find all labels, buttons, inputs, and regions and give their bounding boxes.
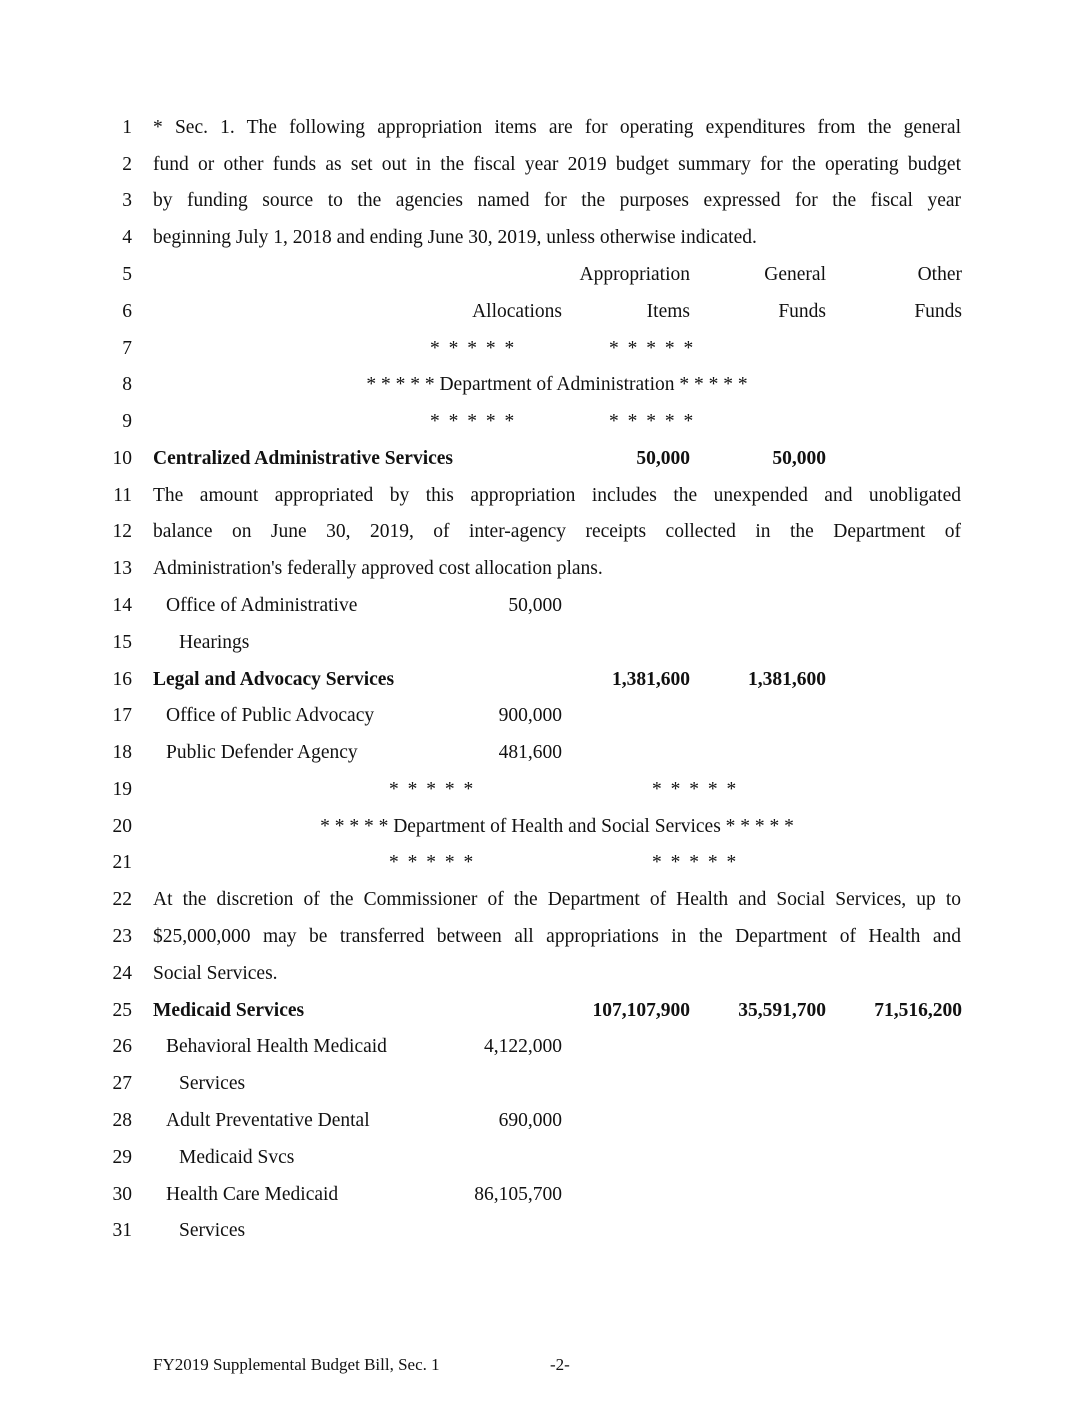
appropriation-name: Legal and Advocacy Services <box>153 669 395 690</box>
line-number: 7 <box>122 338 132 359</box>
allocation-name-continued: Services <box>179 1220 246 1241</box>
line-number: 29 <box>112 1147 132 1168</box>
line-number: 3 <box>122 190 132 211</box>
line-number: 28 <box>112 1110 132 1131</box>
line-number: 20 <box>112 816 132 837</box>
general-funds-amount: 35,591,700 <box>738 1000 826 1021</box>
header-allocations: Allocations <box>472 301 562 322</box>
line-number: 22 <box>112 889 132 910</box>
line-number: 12 <box>112 521 132 542</box>
stars-separator: * * * * * <box>430 338 517 359</box>
header-other-funds: Funds <box>914 301 962 322</box>
header-other: Other <box>917 264 962 285</box>
allocation-name-continued: Services <box>179 1073 246 1094</box>
department-heading-administration: * * * * * Department of Administration * * * * * <box>366 374 748 395</box>
line-number: 19 <box>112 779 132 800</box>
line-number: 4 <box>122 227 132 248</box>
stars-separator: * * * * * <box>652 852 739 873</box>
appropriation-name: Centralized Administrative Services <box>153 448 454 469</box>
stars-separator: * * * * * <box>430 411 517 432</box>
line-number: 14 <box>112 595 132 616</box>
line-number: 13 <box>112 558 132 579</box>
line-number: 31 <box>112 1220 132 1241</box>
header-items: Items <box>646 301 690 322</box>
allocation-amount: 690,000 <box>498 1110 562 1131</box>
line-number: 9 <box>122 411 132 432</box>
stars-separator: * * * * * <box>389 852 476 873</box>
note-line: $25,000,000 may be transferred between all appropriations in the Department of Health and <box>153 926 961 947</box>
line-number: 30 <box>112 1184 132 1205</box>
allocation-name-continued: Hearings <box>179 632 250 653</box>
note-line: At the discretion of the Commissioner of the Department of Health and Social Services, up to <box>153 889 961 910</box>
line-number: 6 <box>122 301 132 322</box>
appropriation-name: Medicaid Services <box>153 1000 305 1021</box>
allocation-amount: 481,600 <box>498 742 562 763</box>
line-number: 15 <box>112 632 132 653</box>
allocation-name: Public Defender Agency <box>166 742 358 763</box>
line-number: 2 <box>122 154 132 175</box>
allocation-name: Office of Administrative <box>166 595 358 616</box>
appropriation-items-amount: 107,107,900 <box>592 1000 690 1021</box>
header-appropriation: Appropriation <box>579 264 690 285</box>
intro-line: by funding source to the agencies named for the purposes expressed for the fiscal year <box>153 190 961 211</box>
intro-line: beginning July 1, 2018 and ending June 30, 2019, unless otherwise indicated. <box>153 227 757 248</box>
line-number: 1 <box>122 117 132 138</box>
line-number: 11 <box>113 485 132 506</box>
page-number: -2- <box>550 1355 570 1374</box>
line-number: 10 <box>112 448 132 469</box>
appropriation-items-amount: 50,000 <box>636 448 690 469</box>
line-number: 24 <box>112 963 132 984</box>
general-funds-amount: 1,381,600 <box>748 669 826 690</box>
allocation-name: Office of Public Advocacy <box>166 705 375 726</box>
footer-title: FY2019 Supplemental Budget Bill, Sec. 1 <box>153 1355 440 1374</box>
stars-separator: * * * * * <box>652 779 739 800</box>
allocation-amount: 900,000 <box>498 705 562 726</box>
line-number: 18 <box>112 742 132 763</box>
line-number: 16 <box>112 669 132 690</box>
other-funds-amount: 71,516,200 <box>874 1000 962 1021</box>
intro-line: fund or other funds as set out in the fiscal year 2019 budget summary for the operating budget <box>153 154 961 175</box>
allocation-amount: 50,000 <box>508 595 562 616</box>
line-number: 5 <box>122 264 132 285</box>
line-number: 25 <box>112 1000 132 1021</box>
header-general: General <box>764 264 826 285</box>
allocation-name: Health Care Medicaid <box>166 1184 339 1205</box>
header-general-funds: Funds <box>778 301 826 322</box>
line-number: 23 <box>112 926 132 947</box>
appropriation-items-amount: 1,381,600 <box>612 669 690 690</box>
line-number: 21 <box>112 852 132 873</box>
allocation-amount: 4,122,000 <box>484 1036 562 1057</box>
stars-separator: * * * * * <box>609 338 696 359</box>
note-line: The amount appropriated by this appropriation includes the unexpended and unobligated <box>153 485 961 506</box>
line-number: 17 <box>112 705 132 726</box>
stars-separator: * * * * * <box>609 411 696 432</box>
general-funds-amount: 50,000 <box>772 448 826 469</box>
note-line: Administration's federally approved cost allocation plans. <box>153 558 603 579</box>
intro-line: * Sec. 1. The following appropriation items are for operating expenditures from the general <box>153 117 961 138</box>
department-heading-health: * * * * * Department of Health and Social Services * * * * * <box>320 816 794 837</box>
allocation-name-continued: Medicaid Svcs <box>179 1147 295 1168</box>
allocation-amount: 86,105,700 <box>474 1184 562 1205</box>
line-number: 8 <box>122 374 132 395</box>
note-line: balance on June 30, 2019, of inter-agency receipts collected in the Department of <box>153 521 961 542</box>
note-line: Social Services. <box>153 963 278 984</box>
allocation-name: Behavioral Health Medicaid <box>166 1036 387 1057</box>
allocation-name: Adult Preventative Dental <box>166 1110 370 1131</box>
line-number: 26 <box>112 1036 132 1057</box>
line-number: 27 <box>112 1073 132 1094</box>
stars-separator: * * * * * <box>389 779 476 800</box>
